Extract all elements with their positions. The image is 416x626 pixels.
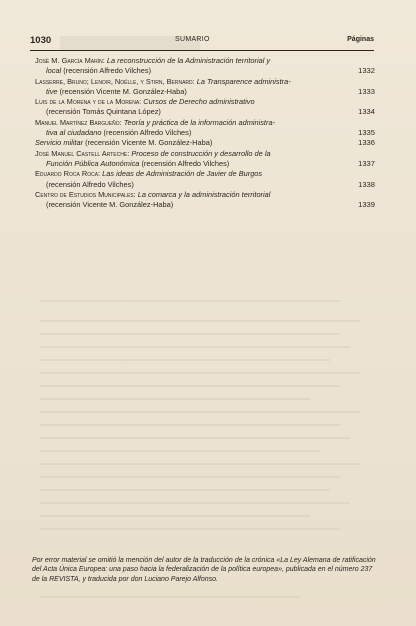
entry-title: Teoría y práctica de la información administra- xyxy=(123,117,276,127)
entry-title-continued: local xyxy=(46,66,62,76)
entry-review: (recensión Alfredo Vilches) xyxy=(46,179,134,189)
entry-title: Proceso de construcción y desarrollo de la xyxy=(131,148,271,158)
entry-page: 1337 xyxy=(358,158,375,168)
pages-column-label: Páginas xyxy=(347,36,374,43)
entry-title: Servicio militar xyxy=(35,138,84,148)
contents-entry xyxy=(35,138,375,148)
entry-page: 1333 xyxy=(358,86,375,96)
entry-title-continued: tive xyxy=(46,86,58,96)
contents-entry xyxy=(35,77,375,98)
entry-title: La Transparence administra- xyxy=(196,76,291,86)
entry-author: Centro de Estudios Municipales: xyxy=(35,189,136,199)
page-header xyxy=(30,35,374,49)
entry-review: (recensión Alfredo Vilches) xyxy=(63,66,152,76)
entry-author: José Manuel Castell Arteche: xyxy=(35,148,130,158)
entry-review: (recensión Vicente M. González-Haba) xyxy=(46,200,174,210)
entry-review: (recensión Alfredo Vilches) xyxy=(103,128,192,138)
contents-list xyxy=(35,56,375,210)
entry-title: Cursos de Derecho administrativo xyxy=(143,97,255,107)
entry-title: Las ideas de Administración de Javier de Burgos xyxy=(102,169,263,179)
header-rule xyxy=(30,50,374,51)
entry-review: (recensión Vicente M. González-Haba) xyxy=(59,86,187,96)
erratum-note: Por error material se omitió la mención del autor de la traducción de la crónica «La Ley Alemana de ratificación del Acta Única Europea: una paso hacia la federalización de la política europea», publicada en el número 237 de la REVISTA, y traducida por don Luciano Parejo Alfonso. xyxy=(32,557,376,583)
entry-author: Manuel Martínez Bargueño: xyxy=(35,117,122,127)
entry-review: (recensión Tomás Quintana López) xyxy=(46,107,161,117)
entry-page: 1334 xyxy=(358,107,375,117)
entry-title: La reconstrucción de la Administración territorial y xyxy=(106,56,271,65)
entry-page: 1335 xyxy=(358,128,375,138)
entry-author: Luis de la Morena y de la Morena: xyxy=(35,97,142,107)
entry-author: Lasserre, Bruno; Lenoir, Noëlle, y Stirn, Bernard: xyxy=(35,76,195,86)
entry-page: 1336 xyxy=(358,138,375,148)
entry-page: 1339 xyxy=(358,200,375,210)
contents-entry xyxy=(35,118,375,139)
entry-title: La comarca y la administración territorial xyxy=(137,189,271,199)
contents-entry xyxy=(35,169,375,190)
section-title: SUMARIO xyxy=(175,36,210,43)
page-number: 1030 xyxy=(30,35,52,46)
entry-page: 1332 xyxy=(358,66,375,76)
contents-entry xyxy=(35,149,375,170)
entry-author: José M. García Marín: xyxy=(35,56,105,65)
contents-entry xyxy=(35,190,375,211)
entry-author: Eduardo Roca Roca: xyxy=(35,169,101,179)
contents-entry xyxy=(35,56,375,77)
entry-title-continued: tiva al ciudadano xyxy=(46,128,102,138)
entry-review: (recensión Alfredo Vilches) xyxy=(141,158,230,168)
entry-title-continued: Función Pública Autonómica xyxy=(46,158,140,168)
contents-entry xyxy=(35,97,375,118)
entry-page: 1338 xyxy=(358,179,375,189)
entry-review: (recensión Vicente M. González-Haba) xyxy=(85,138,213,148)
